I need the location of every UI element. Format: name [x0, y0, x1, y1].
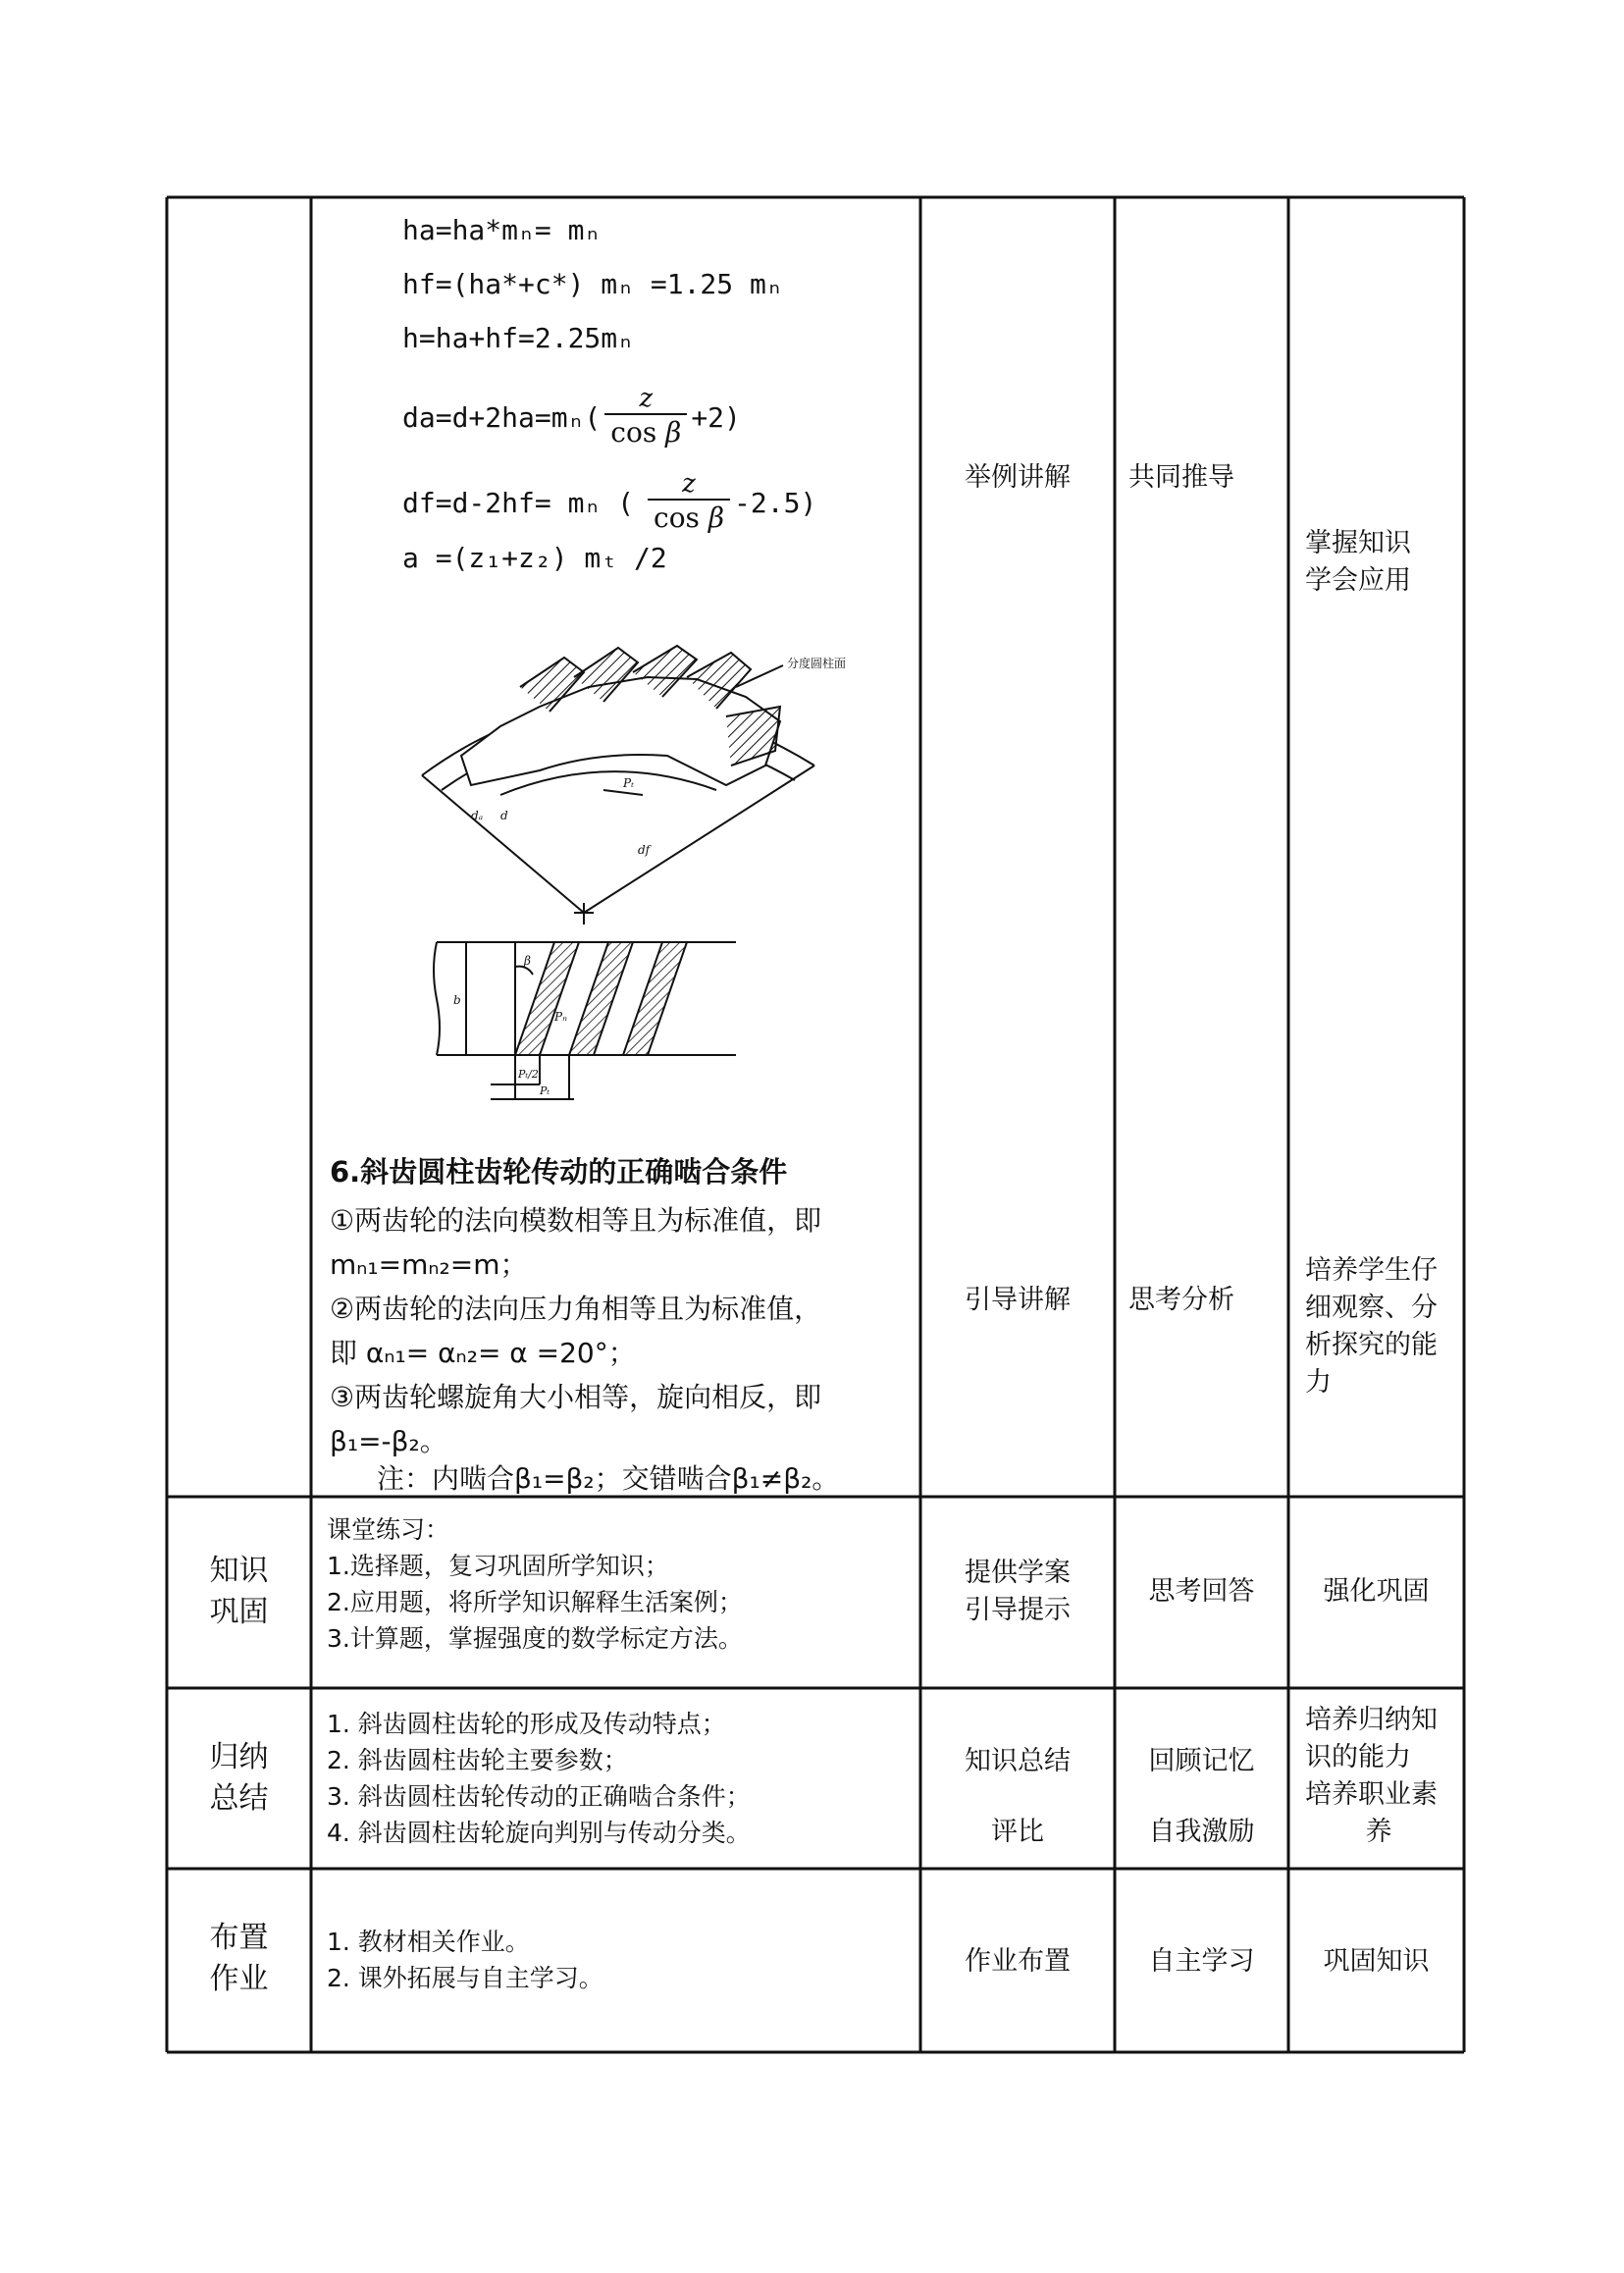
stage-homework-line2: 作业	[209, 1962, 269, 1996]
condition3-line1: ③两齿轮螺旋角大小相等，旋向相反，即	[330, 1381, 822, 1413]
teacher-activity-homework: 作业布置	[965, 1946, 1071, 1977]
goal-b-line1: 培养学生仔	[1305, 1255, 1438, 1286]
goal-summary	[1305, 1702, 1452, 1851]
stage-consolidation-line2: 巩固	[209, 1595, 269, 1629]
list-item: 3.计算题，掌握强度的数学标定方法。	[327, 1624, 743, 1653]
list-item: 课堂练习：	[327, 1515, 450, 1544]
goal-b-line2: 细观察、分	[1305, 1293, 1438, 1323]
fraction-denominator-beta-2: β	[707, 502, 725, 534]
formula-da-left: da=d+2ha=mₙ(	[402, 400, 602, 434]
stage-consolidation	[167, 1551, 311, 1633]
label-pn: Pₙ	[554, 1010, 567, 1024]
formula-hf: hf=(ha*+c*) mₙ =1.25 mₙ	[402, 268, 783, 300]
stage-homework	[167, 1918, 311, 2000]
formula-h: h=ha+hf=2.25mₙ	[402, 322, 635, 354]
stage-summary-line1: 归纳	[209, 1740, 269, 1774]
meshing-note: 注：内啮合β₁=β₂；交错啮合β₁≠β₂。	[377, 1462, 840, 1495]
condition3-line2: β₁=-β₂。	[330, 1425, 447, 1457]
label-d: d	[500, 809, 508, 822]
label-da: dₐ	[471, 809, 484, 822]
goal-summary-line3: 培养职业素	[1305, 1779, 1438, 1810]
goal-summary-line1: 培养归纳知	[1305, 1705, 1438, 1735]
list-item: 4. 斜齿圆柱齿轮旋向判别与传动分类。	[327, 1819, 751, 1847]
fraction-z-over-cos-beta	[604, 384, 687, 450]
consolidation-content	[327, 1511, 743, 1657]
homework-content	[327, 1924, 603, 1996]
goal-consolidate: 巩固知识	[1323, 1946, 1430, 1977]
list-item: 2. 课外拓展与自主学习。	[327, 1964, 603, 1992]
list-item: 3. 斜齿圆柱齿轮传动的正确啮合条件；	[327, 1782, 751, 1811]
formula-center-distance: a =(z₁+z₂) mₜ /2	[402, 542, 667, 574]
stage-summary	[167, 1737, 311, 1820]
stage-homework-line1: 布置	[209, 1921, 269, 1955]
list-item: 2.应用题，将所学知识解释生活案例；	[327, 1588, 743, 1616]
section6-heading: 6.斜齿圆柱齿轮传动的正确啮合条件	[330, 1155, 788, 1189]
label-df: df	[638, 843, 651, 857]
teacher-line1: 提供学案	[965, 1558, 1071, 1588]
fraction-z-over-cos-beta-2	[648, 469, 730, 536]
label-pitch-cylinder: 分度圆柱面	[787, 657, 847, 670]
formula-ha: ha=ha*mₙ= mₙ	[402, 214, 602, 246]
list-item: 1. 教材相关作业。	[327, 1928, 530, 1956]
goal-b-line3: 析探究的能	[1305, 1330, 1438, 1360]
fraction-denominator-cos: cos	[610, 416, 657, 449]
goal-reinforce: 强化巩固	[1323, 1576, 1430, 1607]
student-activity-motivate: 自我激励	[1148, 1817, 1255, 1847]
teacher-activity-example: 举例讲解	[965, 462, 1071, 493]
goal-summary-line4: 养	[1365, 1817, 1392, 1847]
goal-b-line4: 力	[1305, 1367, 1332, 1398]
label-beta: β	[524, 954, 531, 968]
summary-content	[327, 1706, 751, 1851]
helical-gear-perspective-figure	[402, 618, 864, 932]
fraction-denominator-beta: β	[665, 416, 682, 449]
condition2-line1: ②两齿轮的法向压力角相等且为标准值，	[330, 1293, 822, 1325]
list-item: 2. 斜齿圆柱齿轮主要参数；	[327, 1746, 628, 1774]
teacher-line2: 引导提示	[965, 1595, 1071, 1625]
list-item: 1.选择题，复习巩固所学知识；	[327, 1552, 669, 1580]
fraction-numerator: z	[639, 384, 654, 413]
teacher-activity-summary-line1: 知识总结	[965, 1746, 1071, 1776]
formula-df-right: -2.5)	[734, 486, 817, 519]
student-activity-self-study: 自主学习	[1148, 1946, 1255, 1977]
student-activity-derive: 共同推导	[1128, 462, 1234, 493]
formula-df-left: df=d-2hf= mₙ (	[402, 486, 635, 519]
teacher-activity-consolidation	[920, 1555, 1115, 1629]
formula-da	[402, 373, 741, 461]
goal-a-line1: 掌握知识	[1305, 528, 1411, 558]
teacher-activity-guide: 引导讲解	[965, 1285, 1071, 1315]
condition1-line2: mₙ₁=mₙ₂=m；	[330, 1248, 528, 1281]
goal-summary-line2: 识的能力	[1305, 1742, 1411, 1772]
label-pt: Pₜ	[623, 776, 635, 790]
helix-development-figure	[432, 927, 746, 1114]
student-activity-answer: 思考回答	[1148, 1576, 1255, 1607]
student-activity-review: 回顾记忆	[1148, 1746, 1255, 1776]
teacher-activity-summary-line2: 评比	[991, 1817, 1044, 1847]
label-pt-half: Pₜ/2	[518, 1068, 539, 1081]
fraction-denominator-cos-2: cos	[654, 502, 700, 534]
label-pt-2: Pₜ	[540, 1084, 550, 1097]
goal-a-line2: 学会应用	[1305, 565, 1411, 596]
student-activity-think: 思考分析	[1128, 1285, 1234, 1315]
condition1-line1: ①两齿轮的法向模数相等且为标准值，即	[330, 1204, 822, 1237]
formula-df	[402, 458, 816, 547]
label-b: b	[453, 993, 461, 1007]
list-item: 1. 斜齿圆柱齿轮的形成及传动特点；	[327, 1710, 726, 1738]
stage-summary-line2: 总结	[209, 1781, 269, 1816]
condition2-line2: 即 αₙ₁= αₙ₂= α =20°；	[330, 1337, 636, 1369]
stage-consolidation-line1: 知识	[209, 1554, 269, 1588]
formula-da-right: +2)	[691, 400, 741, 434]
fraction-numerator-2: z	[682, 469, 696, 499]
